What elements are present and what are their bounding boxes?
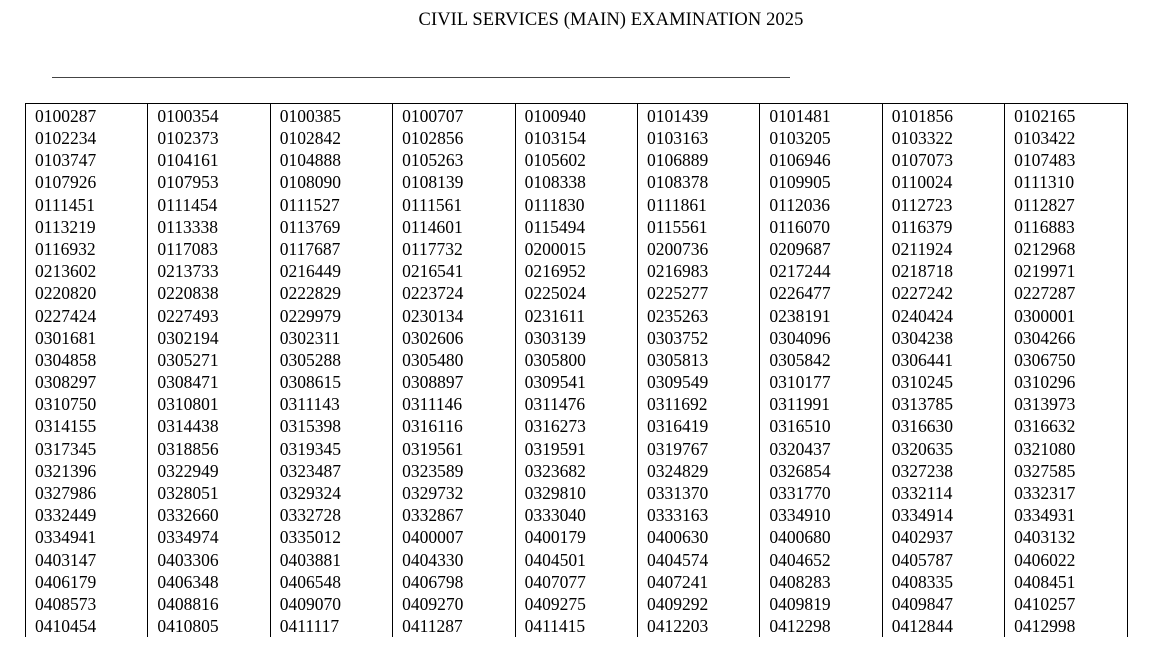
roll-number-cell: 0102373 [148,127,270,149]
table-row [26,327,1128,349]
roll-number-cell: 0304096 [760,327,882,349]
roll-number-cell: 0107953 [148,171,270,193]
roll-number-cell: 0107926 [26,171,148,193]
roll-number-cell: 0113219 [26,216,148,238]
roll-number-cell: 0404652 [760,549,882,571]
roll-number-cell: 0311146 [393,393,515,415]
roll-number-cell: 0301681 [26,327,148,349]
roll-number-cell: 0315398 [270,415,392,437]
roll-number-cell: 0411415 [515,615,637,637]
roll-number-cell: 0403881 [270,549,392,571]
table-row [26,238,1128,260]
roll-number-cell: 0302606 [393,327,515,349]
roll-number-cell: 0229979 [270,305,392,327]
roll-number-cell: 0308897 [393,371,515,393]
roll-number-cell: 0304266 [1005,327,1127,349]
roll-number-cell: 0105263 [393,149,515,171]
roll-number-cell: 0306441 [882,349,1004,371]
roll-number-cell: 0316273 [515,415,637,437]
table-row [26,371,1128,393]
roll-number-cell: 0227493 [148,305,270,327]
roll-number-cell: 0111861 [637,194,759,216]
table-row [26,571,1128,593]
roll-number-cell: 0102234 [26,127,148,149]
roll-number-cell: 0327585 [1005,460,1127,482]
roll-number-cell: 0409292 [637,593,759,615]
roll-number-cell: 0305288 [270,349,392,371]
roll-number-cell: 0103322 [882,127,1004,149]
table-row [26,593,1128,615]
roll-number-cell: 0220820 [26,282,148,304]
roll-number-cell: 0226477 [760,282,882,304]
roll-number-cell: 0311476 [515,393,637,415]
roll-number-cell: 0400680 [760,526,882,548]
roll-number-cell: 0320635 [882,438,1004,460]
roll-number-cell: 0329324 [270,482,392,504]
roll-number-cell: 0218718 [882,260,1004,282]
roll-number-cell: 0107073 [882,149,1004,171]
roll-number-cell: 0211924 [882,238,1004,260]
roll-number-cell: 0106946 [760,149,882,171]
roll-number-cell: 0406548 [270,571,392,593]
roll-number-cell: 0115561 [637,216,759,238]
roll-number-cell: 0412298 [760,615,882,637]
roll-number-cell: 0408283 [760,571,882,593]
table-row [26,260,1128,282]
roll-number-cell: 0227287 [1005,282,1127,304]
roll-number-cell: 0103747 [26,149,148,171]
roll-number-cell: 0327238 [882,460,1004,482]
table-row [26,549,1128,571]
roll-number-cell: 0332449 [26,504,148,526]
roll-number-cell: 0319561 [393,438,515,460]
roll-number-cell: 0332317 [1005,482,1127,504]
table-row [26,615,1128,637]
roll-number-cell: 0108378 [637,171,759,193]
roll-number-cell: 0320437 [760,438,882,460]
roll-number-cell: 0334914 [882,504,1004,526]
roll-number-cell: 0106889 [637,149,759,171]
roll-number-cell: 0329732 [393,482,515,504]
roll-number-cell: 0231611 [515,305,637,327]
roll-number-cell: 0406798 [393,571,515,593]
roll-number-cell: 0100385 [270,104,392,128]
table-row [26,104,1128,128]
table-row [26,482,1128,504]
roll-number-cell: 0216952 [515,260,637,282]
roll-number-cell: 0331770 [760,482,882,504]
roll-number-cell: 0313785 [882,393,1004,415]
roll-number-cell: 0412998 [1005,615,1127,637]
roll-number-cell: 0314155 [26,415,148,437]
roll-number-cell: 0303752 [637,327,759,349]
roll-number-cell: 0404330 [393,549,515,571]
roll-number-cell: 0333040 [515,504,637,526]
roll-number-cell: 0319767 [637,438,759,460]
roll-number-cell: 0113769 [270,216,392,238]
roll-number-cell: 0219971 [1005,260,1127,282]
table-row [26,194,1128,216]
roll-number-cell: 0410257 [1005,593,1127,615]
roll-number-cell: 0328051 [148,482,270,504]
roll-number-cell: 0305480 [393,349,515,371]
roll-number-cell: 0235263 [637,305,759,327]
roll-number-cell: 0216983 [637,260,759,282]
roll-number-cell: 0331370 [637,482,759,504]
roll-number-cell: 0308297 [26,371,148,393]
roll-number-cell: 0230134 [393,305,515,327]
roll-number-cell: 0238191 [760,305,882,327]
roll-number-cell: 0314438 [148,415,270,437]
roll-number-cell: 0403132 [1005,526,1127,548]
roll-number-cell: 0103163 [637,127,759,149]
table-row [26,460,1128,482]
roll-number-cell: 0100940 [515,104,637,128]
roll-number-cell: 0309549 [637,371,759,393]
roll-number-cell: 0300001 [1005,305,1127,327]
roll-number-cell: 0217244 [760,260,882,282]
roll-number-cell: 0113338 [148,216,270,238]
roll-number-cell: 0216541 [393,260,515,282]
roll-number-cell: 0111310 [1005,171,1127,193]
roll-number-cell: 0111830 [515,194,637,216]
roll-number-cell: 0108338 [515,171,637,193]
roll-number-cell: 0110024 [882,171,1004,193]
roll-number-cell: 0409270 [393,593,515,615]
roll-number-cell: 0313973 [1005,393,1127,415]
roll-number-cell: 0225024 [515,282,637,304]
roll-number-cell: 0321080 [1005,438,1127,460]
roll-number-cell: 0225277 [637,282,759,304]
table-row [26,526,1128,548]
roll-number-cell: 0403147 [26,549,148,571]
roll-number-cell: 0311143 [270,393,392,415]
roll-number-cell: 0111527 [270,194,392,216]
roll-number-cell: 0216449 [270,260,392,282]
roll-number-cell: 0316116 [393,415,515,437]
roll-number-cell: 0104888 [270,149,392,171]
roll-number-cell: 0107483 [1005,149,1127,171]
roll-number-cell: 0115494 [515,216,637,238]
roll-number-cell: 0200015 [515,238,637,260]
roll-number-cell: 0324829 [637,460,759,482]
roll-number-cell: 0322949 [148,460,270,482]
roll-number-cell: 0305800 [515,349,637,371]
roll-number-cell: 0220838 [148,282,270,304]
roll-number-cell: 0332114 [882,482,1004,504]
roll-number-cell: 0311991 [760,393,882,415]
roll-number-cell: 0111454 [148,194,270,216]
roll-number-cell: 0329810 [515,482,637,504]
roll-number-cell: 0334931 [1005,504,1127,526]
roll-number-cell: 0327986 [26,482,148,504]
roll-number-cell: 0103205 [760,127,882,149]
roll-number-cell: 0213733 [148,260,270,282]
roll-number-cell: 0409847 [882,593,1004,615]
roll-number-cell: 0405787 [882,549,1004,571]
table-row [26,504,1128,526]
roll-number-cell: 0111451 [26,194,148,216]
roll-number-cell: 0111561 [393,194,515,216]
roll-number-cell: 0222829 [270,282,392,304]
roll-number-cell: 0400007 [393,526,515,548]
roll-number-cell: 0406022 [1005,549,1127,571]
roll-number-cell: 0318856 [148,438,270,460]
roll-number-cell: 0101481 [760,104,882,128]
roll-number-cell: 0112827 [1005,194,1127,216]
table-row [26,149,1128,171]
roll-number-cell: 0100354 [148,104,270,128]
roll-number-cell: 0335012 [270,526,392,548]
roll-number-cell: 0400630 [637,526,759,548]
roll-number-cell: 0101439 [637,104,759,128]
roll-number-cell: 0407241 [637,571,759,593]
roll-number-cell: 0100707 [393,104,515,128]
roll-number-cell: 0100287 [26,104,148,128]
roll-number-cell: 0310750 [26,393,148,415]
table-row [26,305,1128,327]
roll-number-cell: 0400179 [515,526,637,548]
title-underline [52,77,790,78]
roll-number-cell: 0114601 [393,216,515,238]
roll-number-cell: 0323589 [393,460,515,482]
roll-number-cell: 0116932 [26,238,148,260]
roll-number-cell: 0209687 [760,238,882,260]
roll-number-cell: 0334974 [148,526,270,548]
roll-number-cell: 0310801 [148,393,270,415]
roll-number-cell: 0334910 [760,504,882,526]
table-row [26,282,1128,304]
table-row [26,415,1128,437]
roll-number-cell: 0334941 [26,526,148,548]
roll-number-cell: 0319345 [270,438,392,460]
roll-number-cell: 0103154 [515,127,637,149]
roll-number-cell: 0408451 [1005,571,1127,593]
roll-number-cell: 0333163 [637,504,759,526]
table-row [26,216,1128,238]
roll-number-cell: 0332660 [148,504,270,526]
roll-number-cell: 0317345 [26,438,148,460]
roll-number-cell: 0319591 [515,438,637,460]
roll-number-cell: 0109905 [760,171,882,193]
roll-number-cell: 0321396 [26,460,148,482]
roll-number-cell: 0306750 [1005,349,1127,371]
roll-number-cell: 0308615 [270,371,392,393]
page-title: CIVIL SERVICES (MAIN) EXAMINATION 2025 [418,10,804,30]
roll-number-cell: 0412844 [882,615,1004,637]
roll-number-cell: 0304858 [26,349,148,371]
roll-number-cell: 0227424 [26,305,148,327]
roll-number-cell: 0316510 [760,415,882,437]
roll-number-cell: 0108090 [270,171,392,193]
roll-number-cell: 0411117 [270,615,392,637]
roll-number-cell: 0302311 [270,327,392,349]
roll-number-cell: 0409819 [760,593,882,615]
roll-number-cell: 0305271 [148,349,270,371]
roll-number-cell: 0316630 [882,415,1004,437]
roll-number-cell: 0304238 [882,327,1004,349]
roll-number-cell: 0404501 [515,549,637,571]
roll-number-cell: 0403306 [148,549,270,571]
roll-number-cell: 0103422 [1005,127,1127,149]
roll-number-cell: 0102856 [393,127,515,149]
roll-number-table-body [26,104,1128,638]
roll-number-cell: 0310245 [882,371,1004,393]
table-row [26,127,1128,149]
roll-number-cell: 0305842 [760,349,882,371]
roll-number-cell: 0408816 [148,593,270,615]
roll-number-cell: 0116883 [1005,216,1127,238]
roll-number-cell: 0323682 [515,460,637,482]
roll-number-cell: 0212968 [1005,238,1127,260]
roll-number-cell: 0223724 [393,282,515,304]
roll-number-cell: 0102842 [270,127,392,149]
roll-number-cell: 0316419 [637,415,759,437]
table-row [26,438,1128,460]
roll-number-cell: 0112036 [760,194,882,216]
roll-number-cell: 0332867 [393,504,515,526]
roll-number-cell: 0410805 [148,615,270,637]
roll-number-cell: 0408573 [26,593,148,615]
roll-number-cell: 0412203 [637,615,759,637]
roll-number-cell: 0402937 [882,526,1004,548]
roll-number-cell: 0240424 [882,305,1004,327]
roll-number-cell: 0407077 [515,571,637,593]
roll-number-cell: 0305813 [637,349,759,371]
roll-number-cell: 0117687 [270,238,392,260]
roll-number-cell: 0117732 [393,238,515,260]
roll-number-cell: 0310177 [760,371,882,393]
roll-number-cell: 0404574 [637,549,759,571]
roll-number-cell: 0101856 [882,104,1004,128]
roll-number-cell: 0200736 [637,238,759,260]
roll-number-cell: 0406348 [148,571,270,593]
roll-number-cell: 0227242 [882,282,1004,304]
roll-number-cell: 0308471 [148,371,270,393]
roll-number-cell: 0410454 [26,615,148,637]
roll-number-cell: 0332728 [270,504,392,526]
roll-number-cell: 0316632 [1005,415,1127,437]
roll-number-table [25,103,1128,637]
roll-number-cell: 0116070 [760,216,882,238]
roll-number-cell: 0117083 [148,238,270,260]
roll-number-cell: 0112723 [882,194,1004,216]
roll-number-cell: 0326854 [760,460,882,482]
roll-number-cell: 0116379 [882,216,1004,238]
roll-number-cell: 0309541 [515,371,637,393]
roll-number-cell: 0409275 [515,593,637,615]
roll-number-cell: 0102165 [1005,104,1127,128]
roll-number-cell: 0406179 [26,571,148,593]
table-row [26,171,1128,193]
roll-number-cell: 0409070 [270,593,392,615]
roll-number-cell: 0310296 [1005,371,1127,393]
roll-number-cell: 0408335 [882,571,1004,593]
table-row [26,393,1128,415]
roll-number-cell: 0302194 [148,327,270,349]
roll-number-cell: 0108139 [393,171,515,193]
roll-number-cell: 0323487 [270,460,392,482]
table-row [26,349,1128,371]
roll-number-cell: 0213602 [26,260,148,282]
roll-number-cell: 0104161 [148,149,270,171]
roll-number-cell: 0411287 [393,615,515,637]
roll-number-cell: 0311692 [637,393,759,415]
roll-number-cell: 0303139 [515,327,637,349]
roll-number-cell: 0105602 [515,149,637,171]
